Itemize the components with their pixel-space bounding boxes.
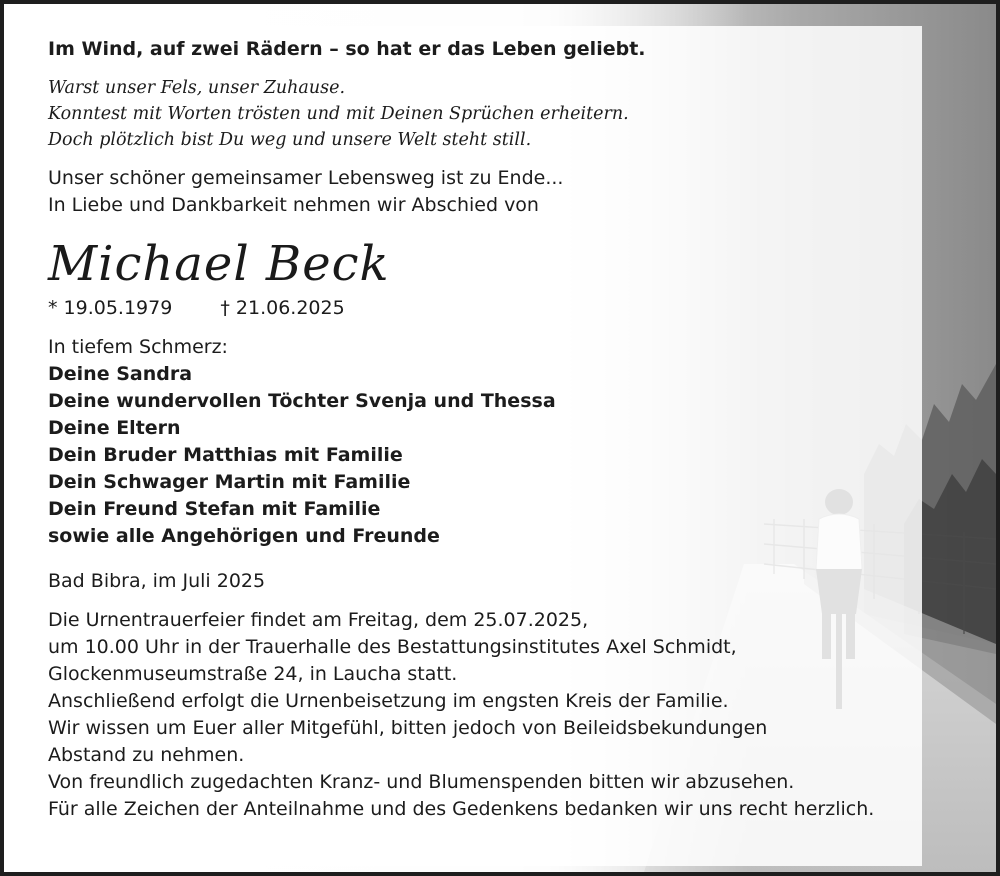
notice-line: Abstand zu nehmen. — [48, 744, 245, 766]
intro-line: Unser schöner gemeinsamer Lebensweg ist zu Ende... — [48, 167, 564, 189]
notice-line: um 10.00 Uhr in der Trauerhalle des Bestattungsinstitutes Axel Schmidt, — [48, 636, 737, 658]
mourners-heading: In tiefem Schmerz: — [48, 336, 228, 358]
poem-line: Konntest mit Worten trösten und mit Deinen Sprüchen erheitern. — [48, 104, 629, 124]
notice-line: Glockenmuseumstraße 24, in Laucha statt. — [48, 663, 458, 685]
motto: Im Wind, auf zwei Rädern – so hat er das Leben geliebt. — [48, 38, 646, 60]
notice-line: Wir wissen um Euer aller Mitgefühl, bitten jedoch von Beileidsbekundungen — [48, 717, 768, 739]
poem-line: Doch plötzlich bist Du weg und unsere Welt steht still. — [48, 130, 532, 150]
notice-line: Die Urnentrauerfeier findet am Freitag, dem 25.07.2025, — [48, 609, 589, 631]
mourner-item: Dein Freund Stefan mit Familie — [48, 498, 381, 520]
mourner-item: Deine Eltern — [48, 417, 181, 439]
life-dates — [48, 295, 928, 322]
notice-line: Von freundlich zugedachten Kranz- und Blumenspenden bitten wir abzusehen. — [48, 771, 795, 793]
mourner-item: Dein Schwager Martin mit Familie — [48, 471, 411, 493]
mourner-item: Dein Bruder Matthias mit Familie — [48, 444, 403, 466]
birth-date: * 19.05.1979 — [48, 297, 173, 319]
poem-line: Warst unser Fels, unser Zuhause. — [48, 78, 346, 98]
death-date: † 21.06.2025 — [220, 297, 345, 319]
deceased-name: Michael Beck — [48, 236, 390, 292]
mourner-item: Deine wundervollen Töchter Svenja und Thessa — [48, 390, 556, 412]
place-date: Bad Bibra, im Juli 2025 — [48, 570, 266, 592]
intro-line: In Liebe und Dankbarkeit nehmen wir Abschied von — [48, 194, 539, 216]
notice-line: Für alle Zeichen der Anteilnahme und des Gedenkens bedanken wir uns recht herzlich. — [48, 798, 875, 820]
notice-line: Anschließend erfolgt die Urnenbeisetzung im engsten Kreis der Familie. — [48, 690, 729, 712]
mourner-item: Deine Sandra — [48, 363, 193, 385]
notice-content — [48, 36, 928, 823]
mourner-item: sowie alle Angehörigen und Freunde — [48, 525, 440, 547]
